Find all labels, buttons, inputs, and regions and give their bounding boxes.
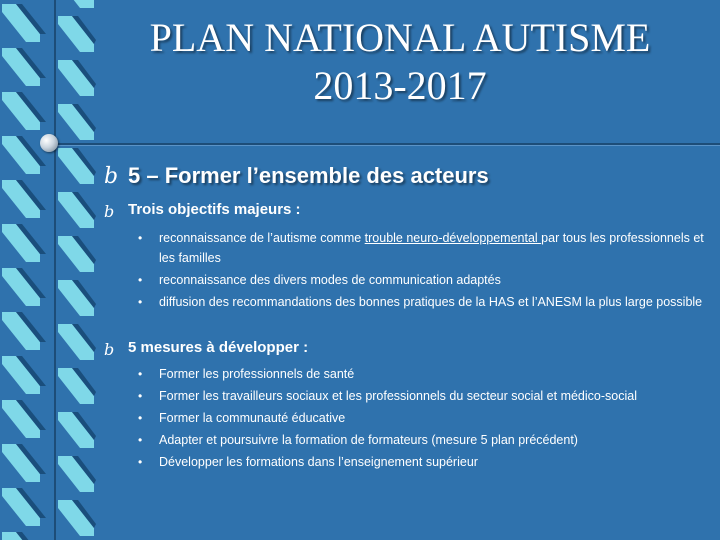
divider-junction-knob	[40, 134, 58, 152]
section-heading: 5 – Former l’ensemble des acteurs	[128, 163, 489, 188]
objectives-list	[134, 228, 704, 314]
objectives-label: Trois objectifs majeurs :	[128, 201, 301, 218]
objective-text-after: par tous les professionnels et les familles	[159, 231, 704, 265]
measure-text: Développer les formations dans l’enseignement supérieur	[159, 455, 478, 469]
horizontal-divider-highlight	[50, 145, 720, 146]
decorative-stripe-band	[0, 0, 96, 540]
bullet-dot-icon: •	[138, 455, 143, 469]
list-item	[134, 430, 704, 450]
bullet-dot-icon: •	[138, 231, 143, 245]
measure-text: Former les professionnels de santé	[159, 367, 355, 381]
slide-title	[100, 14, 700, 110]
vertical-divider	[54, 0, 56, 540]
measure-text: Former les travailleurs sociaux et les professionnels du secteur social et médico-social	[159, 389, 637, 403]
bullet-dot-icon: •	[138, 367, 143, 381]
objective-underlined-term: trouble neuro-développemental	[364, 231, 542, 245]
bullet-dot-icon: •	[138, 411, 143, 425]
list-item	[134, 364, 704, 384]
title-line-1: PLAN NATIONAL AUTISME	[149, 15, 651, 60]
objective-text: reconnaissance des divers modes de communication adaptés	[159, 273, 501, 287]
measure-text: Former la communauté éducative	[159, 411, 346, 425]
stripe-light	[58, 0, 94, 8]
bullet-dot-icon: •	[138, 273, 143, 287]
measures-label: 5 mesures à développer :	[128, 339, 309, 356]
bullet-icon: b	[104, 340, 115, 359]
list-item	[134, 452, 704, 472]
objective-text: diffusion des recommandations des bonnes pratiques de la HAS et l’ANESM la plus large possible	[159, 295, 703, 309]
list-item	[134, 228, 704, 268]
diagonal-stripes	[0, 0, 96, 540]
list-item	[134, 292, 704, 312]
bullet-dot-icon: •	[138, 433, 143, 447]
bullet-dot-icon: •	[138, 389, 143, 403]
objective-text-before: reconnaissance de l’autisme comme	[159, 231, 365, 245]
bullet-icon: b	[104, 164, 119, 189]
measure-text: Adapter et poursuivre la formation de formateurs (mesure 5 plan précédent)	[159, 433, 578, 447]
list-item	[134, 270, 704, 290]
bullet-icon: b	[104, 202, 115, 221]
bullet-dot-icon: •	[138, 295, 143, 309]
title-line-2: 2013-2017	[313, 63, 487, 108]
measures-list	[134, 364, 704, 474]
list-item	[134, 408, 704, 428]
list-item	[134, 386, 704, 406]
